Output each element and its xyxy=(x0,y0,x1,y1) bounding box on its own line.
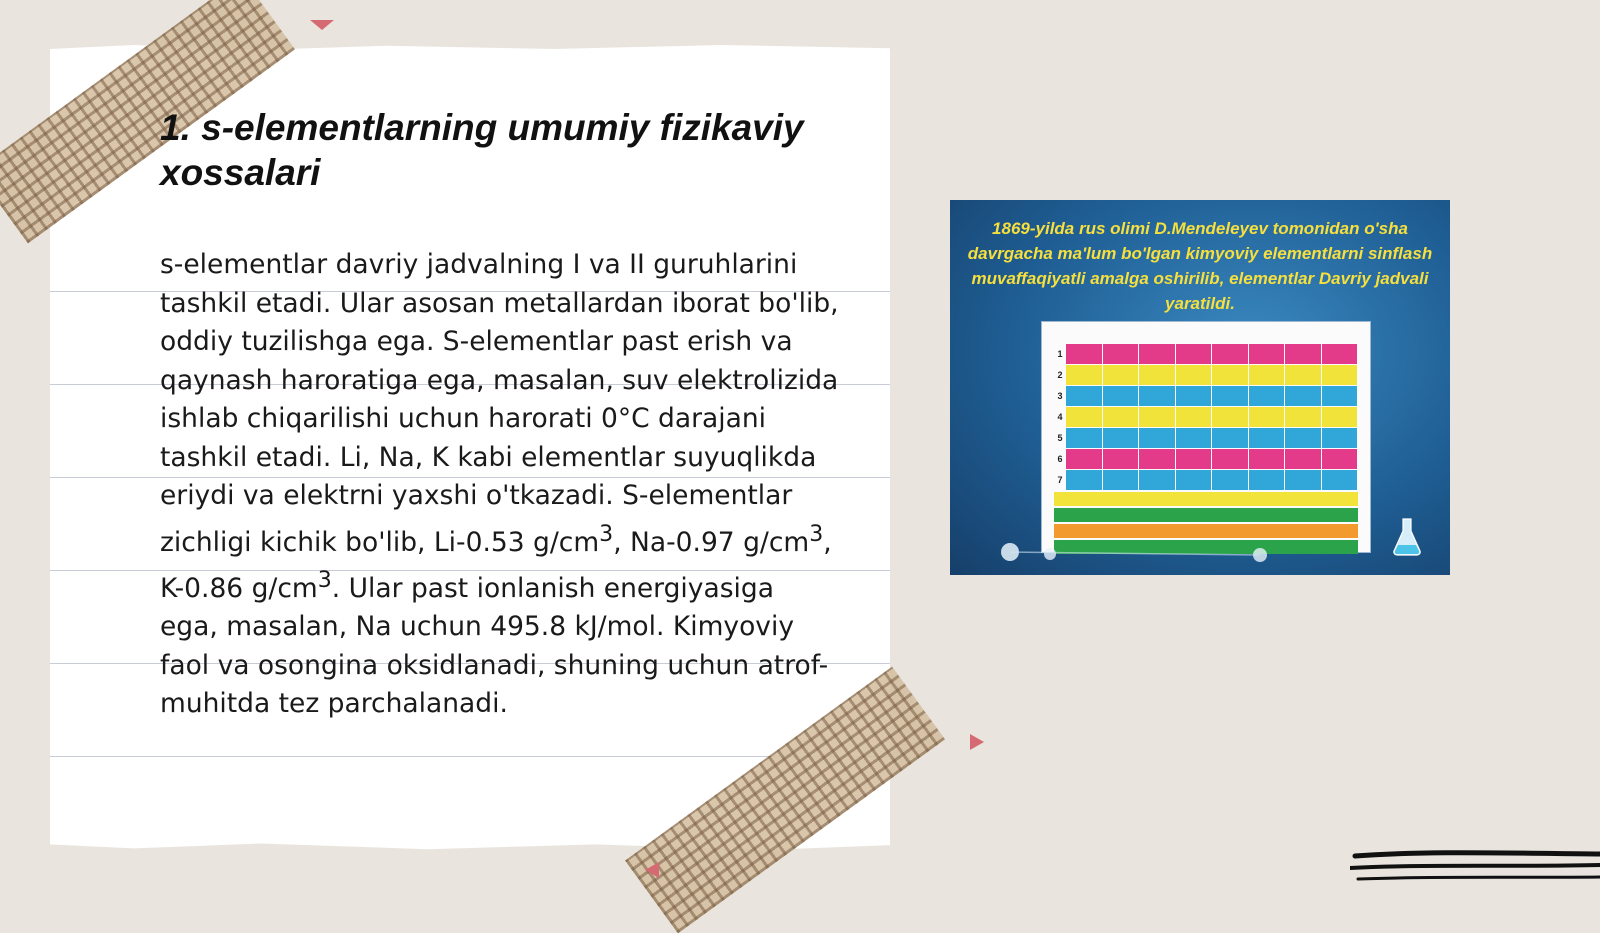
element-cell xyxy=(1176,365,1212,385)
element-cell xyxy=(1066,344,1102,364)
ruled-line xyxy=(50,756,890,757)
element-cell xyxy=(1103,470,1139,490)
element-cell xyxy=(1212,386,1248,406)
period-number: 4 xyxy=(1057,412,1063,422)
period-number: 5 xyxy=(1057,433,1063,443)
bubbles-decoration xyxy=(980,537,1420,567)
superscript: 3 xyxy=(809,521,824,547)
element-cell xyxy=(1139,470,1175,490)
element-cell xyxy=(1285,470,1321,490)
body-paragraph xyxy=(160,246,840,724)
element-cell xyxy=(1066,386,1102,406)
periodic-table-row xyxy=(1054,344,1358,364)
period-number: 3 xyxy=(1057,391,1063,401)
element-cell xyxy=(1176,449,1212,469)
element-cell xyxy=(1322,449,1358,469)
element-cell xyxy=(1139,428,1175,448)
element-cell xyxy=(1285,386,1321,406)
element-cell xyxy=(1176,386,1212,406)
element-cell xyxy=(1139,365,1175,385)
periodic-table-row xyxy=(1054,428,1358,448)
table-band xyxy=(1054,508,1358,522)
periodic-table-row xyxy=(1054,407,1358,427)
element-cell xyxy=(1322,470,1358,490)
element-cell xyxy=(1066,470,1102,490)
element-cell xyxy=(1139,344,1175,364)
table-band xyxy=(1054,524,1358,538)
element-cell xyxy=(1139,386,1175,406)
flask-icon xyxy=(1392,517,1422,557)
element-cell xyxy=(1249,407,1285,427)
period-number: 1 xyxy=(1057,349,1063,359)
element-cell xyxy=(1285,449,1321,469)
element-cell xyxy=(1103,365,1139,385)
element-cell xyxy=(1322,344,1358,364)
element-cell xyxy=(1322,428,1358,448)
element-cell xyxy=(1212,428,1248,448)
periodic-table-row xyxy=(1054,365,1358,385)
periodic-table-row xyxy=(1054,449,1358,469)
period-number: 2 xyxy=(1057,370,1063,380)
periodic-table-row xyxy=(1054,470,1358,490)
element-cell xyxy=(1285,407,1321,427)
element-cell xyxy=(1103,407,1139,427)
element-cell xyxy=(1066,428,1102,448)
element-cell xyxy=(1176,428,1212,448)
period-number: 6 xyxy=(1057,454,1063,464)
image-caption: 1869-yilda rus olimi D.Mendeleyev tomonidan o'sha davrgacha ma'lum bo'lgan kimyoviy elementlarni sinflash muvaffaqiyatli amalga oshirilib, elementlar Davriy jadvali yaratildi. xyxy=(967,219,1433,313)
element-cell xyxy=(1322,365,1358,385)
element-cell xyxy=(1103,428,1139,448)
element-cell xyxy=(1249,386,1285,406)
element-cell xyxy=(1249,470,1285,490)
periodic-table-sheet xyxy=(1042,322,1370,552)
tape-tip xyxy=(310,20,334,30)
periodic-table-grid xyxy=(1054,344,1358,534)
table-band xyxy=(1054,492,1358,506)
superscript: 3 xyxy=(317,567,332,593)
element-cell xyxy=(1249,428,1285,448)
element-cell xyxy=(1285,428,1321,448)
element-cell xyxy=(1212,344,1248,364)
element-cell xyxy=(1176,344,1212,364)
element-cell xyxy=(1285,365,1321,385)
element-cell xyxy=(1103,386,1139,406)
periodic-table-image xyxy=(950,200,1450,575)
element-cell xyxy=(1103,449,1139,469)
element-cell xyxy=(1176,470,1212,490)
tape-tip xyxy=(645,862,659,878)
element-cell xyxy=(1249,365,1285,385)
element-cell xyxy=(1212,449,1248,469)
element-cell xyxy=(1322,386,1358,406)
period-number: 7 xyxy=(1057,475,1063,485)
element-cell xyxy=(1212,365,1248,385)
body-text-part: , K-0.86 g/cm xyxy=(160,526,832,604)
periodic-table-row xyxy=(1054,386,1358,406)
element-cell xyxy=(1322,407,1358,427)
element-cell xyxy=(1212,470,1248,490)
element-cell xyxy=(1249,449,1285,469)
element-cell xyxy=(1066,365,1102,385)
element-cell xyxy=(1176,407,1212,427)
element-cell xyxy=(1103,344,1139,364)
body-text-part: s-elementlar davriy jadvalning I va II guruhlarini tashkil etadi. Ular asosan metallardan iborat bo'lib, oddiy tuzilishga ega. S-elementlar past erish va qaynash haroratiga ega, masalan, suv elektrolizida ishlab chiqarilishi uchun harorati 0°C darajani tashkil etadi. Li, Na, K kabi elementlar suyuqlikda eriydi va elektrni yaxshi o'tkazadi. S-elementlar zichligi kichik bo'lib, Li-0.53 g/cm xyxy=(160,249,839,558)
element-cell xyxy=(1212,407,1248,427)
superscript: 3 xyxy=(599,521,614,547)
body-text-part: . Ular past ionlanish energiyasiga ega, masalan, Na uchun 495.8 kJ/mol. Kimyoviy faol va osongina oksidlanadi, shuning uchun atrof-muhitda tez parchalanadi. xyxy=(160,572,829,720)
element-cell xyxy=(1285,344,1321,364)
element-cell xyxy=(1066,449,1102,469)
tape-tip xyxy=(970,734,984,750)
decorative-lines xyxy=(1350,848,1600,888)
element-cell xyxy=(1249,344,1285,364)
body-text-part: , Na-0.97 g/cm xyxy=(613,526,810,558)
element-cell xyxy=(1066,407,1102,427)
element-cell xyxy=(1139,407,1175,427)
element-cell xyxy=(1139,449,1175,469)
slide-title: 1. s-elementlarning umumiy fizikaviy xossalari xyxy=(160,107,804,193)
